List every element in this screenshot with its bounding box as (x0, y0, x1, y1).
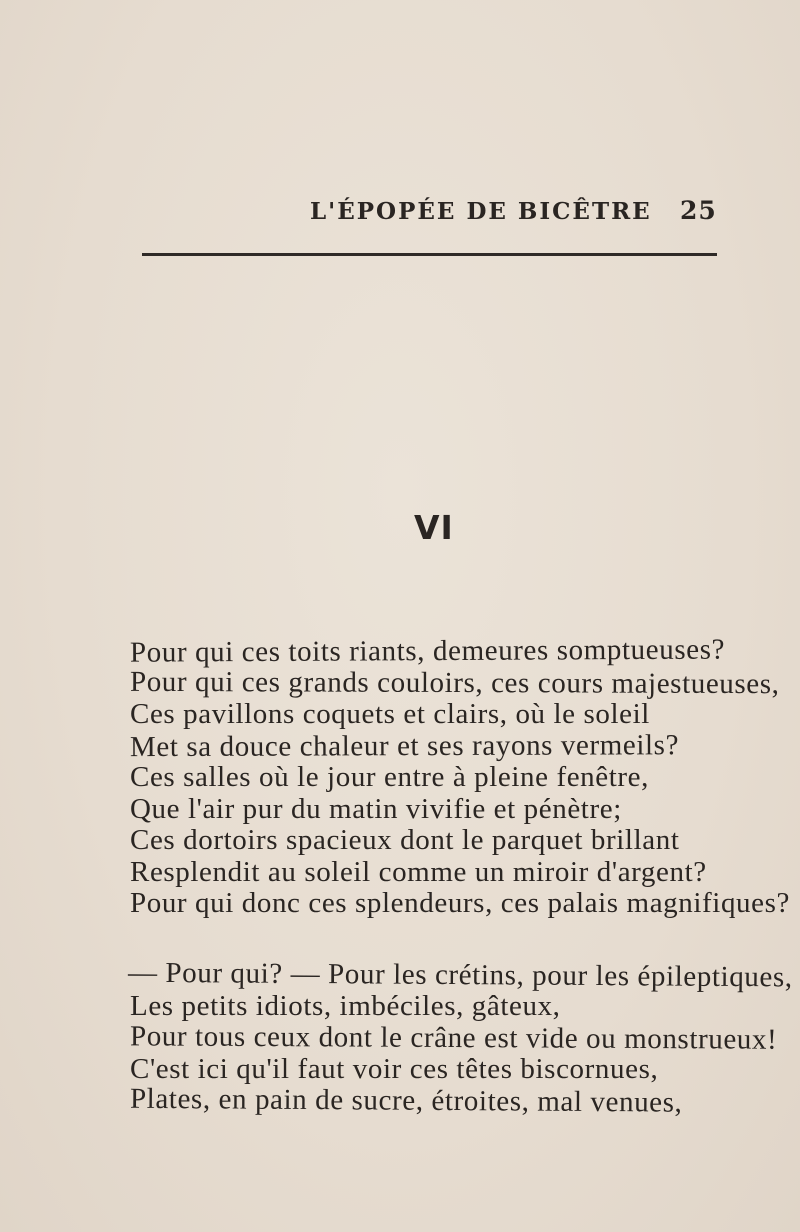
poem-text (127, 633, 793, 1119)
section-numeral: VI (414, 508, 454, 547)
verse-line: Pour qui ces toits riants, demeures somptueuses? (129, 633, 726, 669)
verse-line: Pour qui ces grands couloirs, ces cours majestueuses, (129, 665, 780, 700)
header-rule (142, 253, 717, 256)
verse-line: Ces pavillons coquets et clairs, où le soleil (130, 698, 650, 730)
verse-line: C'est ici qu'il faut voir ces têtes biscornues, (130, 1053, 659, 1085)
verse-line: Resplendit au soleil comme un miroir d'argent? (130, 855, 707, 888)
verse-line: Plates, en pain de sucre, étroites, mal venues, (129, 1082, 683, 1119)
verse-line: Ces salles où le jour entre à pleine fenêtre, (130, 761, 649, 793)
running-title: L'ÉPOPÉE DE BICÊTRE (310, 198, 652, 225)
verse-line: Ces dortoirs spacieux dont le parquet brillant (130, 824, 680, 856)
verse-line: Pour qui donc ces splendeurs, ces palais magnifiques? (130, 887, 790, 919)
stanza-break (130, 920, 770, 960)
verse-line: — Pour qui? — Pour les crétins, pour les épileptiques, (127, 956, 793, 993)
verse-line: Met sa douce chaleur et ses rayons vermeils? (129, 728, 680, 763)
verse-line: Que l'air pur du matin vivifie et pénètre; (130, 792, 622, 825)
page-number: 25 (680, 196, 717, 225)
verse-line: Pour tous ceux dont le crâne est vide ou monstrueux! (129, 1019, 778, 1056)
verse-line: Les petits idiots, imbéciles, gâteux, (130, 990, 561, 1022)
